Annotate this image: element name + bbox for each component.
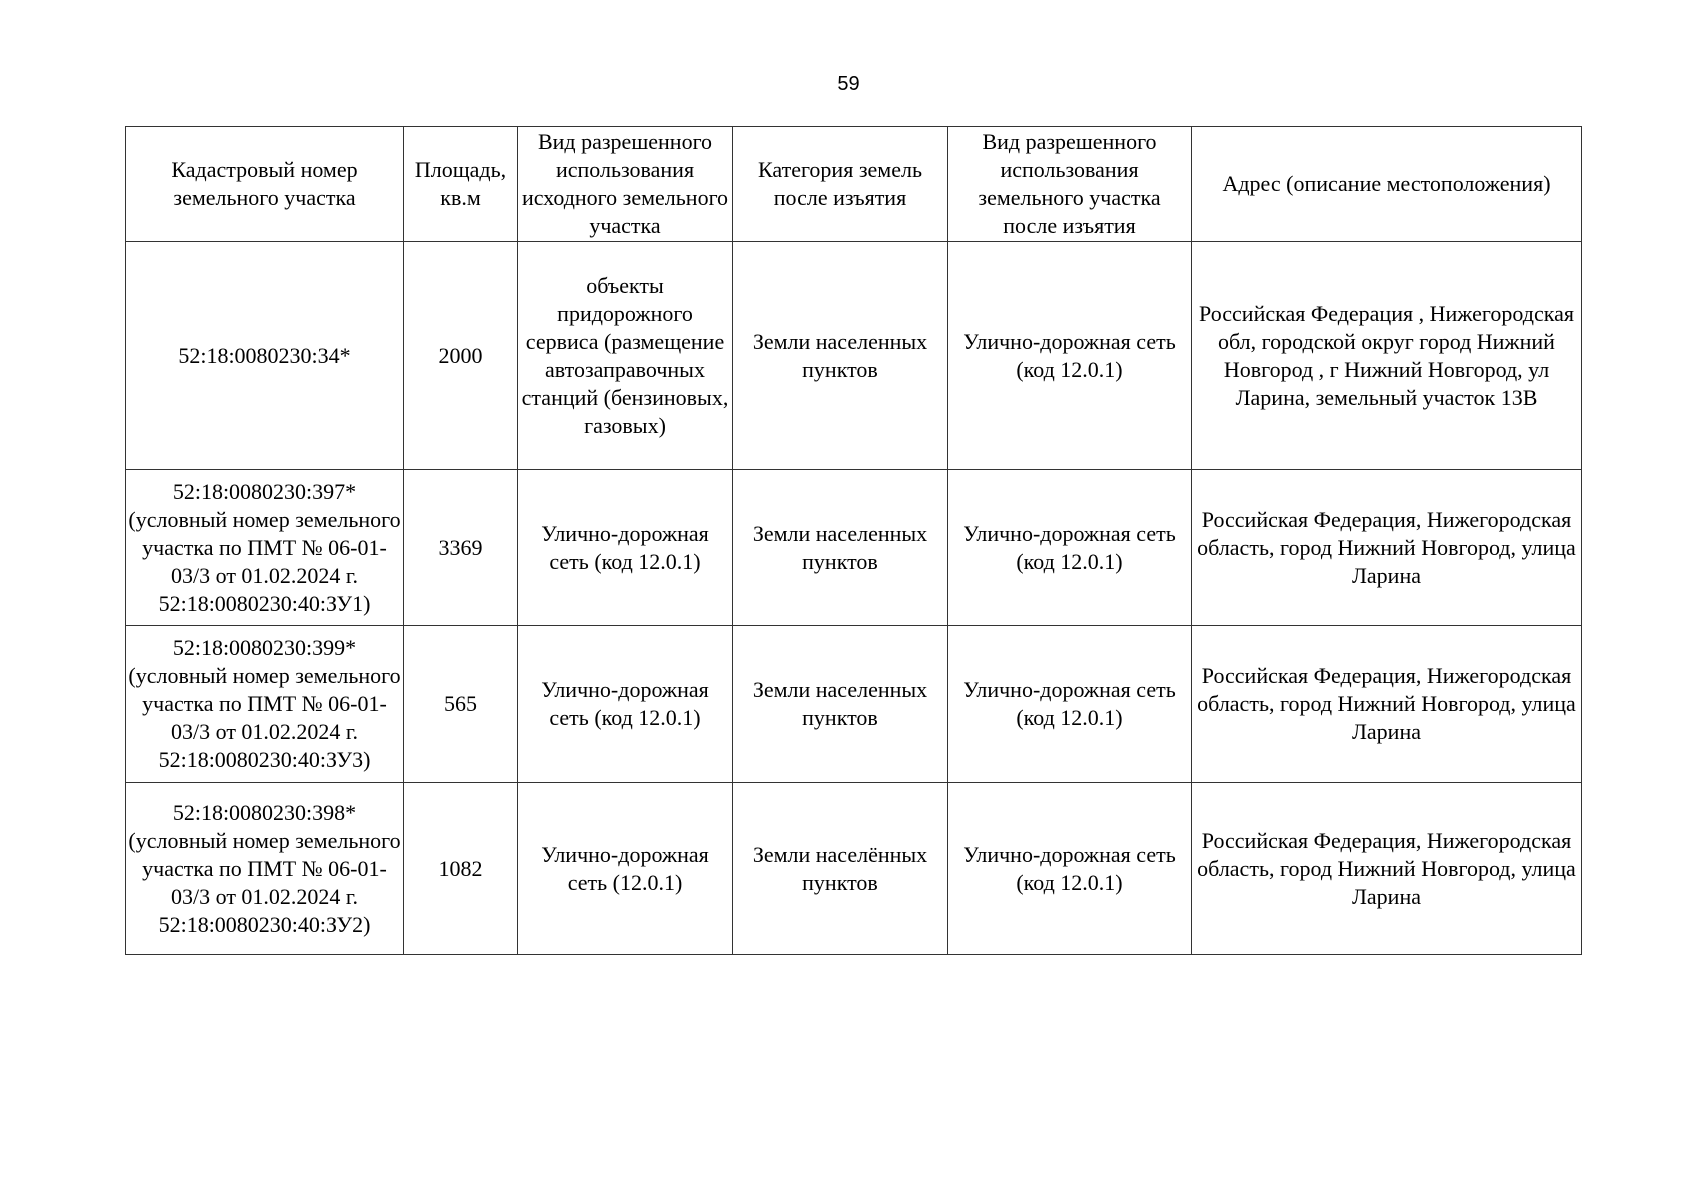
use-after-cell: Улично-дорожная сеть (код 12.0.1) bbox=[948, 242, 1192, 470]
table-row bbox=[126, 626, 1582, 783]
area-cell: 565 bbox=[404, 626, 518, 783]
original-use-cell: Улично-дорожная сеть (12.0.1) bbox=[518, 783, 733, 955]
cadastral-number-cell: 52:18:0080230:398* (условный номер земельного участка по ПМТ № 06-01-03/3 от 01.02.2024 г. 52:18:0080230:40:ЗУ2) bbox=[126, 783, 404, 955]
table-row bbox=[126, 242, 1582, 470]
column-header-use-after: Вид разрешенного использования земельного участка после изъятия bbox=[948, 127, 1192, 242]
land-category-cell: Земли населенных пунктов bbox=[733, 626, 948, 783]
land-category-cell: Земли населенных пунктов bbox=[733, 242, 948, 470]
land-category-cell: Земли населённых пунктов bbox=[733, 783, 948, 955]
land-category-cell: Земли населенных пунктов bbox=[733, 470, 948, 626]
original-use-cell: Улично-дорожная сеть (код 12.0.1) bbox=[518, 470, 733, 626]
column-header-original-use: Вид разрешенного использования исходного земельного участка bbox=[518, 127, 733, 242]
column-header-cadastral-number: Кадастровый номер земельного участка bbox=[126, 127, 404, 242]
original-use-cell: объекты придорожного сервиса (размещение автозаправочных станций (бензиновых, газовых) bbox=[518, 242, 733, 470]
cadastral-number-cell: 52:18:0080230:34* bbox=[126, 242, 404, 470]
page-number: 59 bbox=[837, 73, 860, 95]
table-row bbox=[126, 783, 1582, 955]
address-cell: Российская Федерация, Нижегородская область, город Нижний Новгород, улица Ларина bbox=[1192, 783, 1582, 955]
cadastral-number-cell: 52:18:0080230:397*(условный номер земельного участка по ПМТ № 06-01-03/3 от 01.02.2024 г. 52:18:0080230:40:ЗУ1) bbox=[126, 470, 404, 626]
use-after-cell: Улично-дорожная сеть (код 12.0.1) bbox=[948, 783, 1192, 955]
table-header-row bbox=[126, 127, 1582, 242]
use-after-cell: Улично-дорожная сеть (код 12.0.1) bbox=[948, 626, 1192, 783]
address-cell: Российская Федерация , Нижегородская обл, городской округ город Нижний Новгород , г Нижний Новгород, ул Ларина, земельный участок 13В bbox=[1192, 242, 1582, 470]
column-header-address: Адрес (описание местоположения) bbox=[1192, 127, 1582, 242]
land-plots-table bbox=[125, 126, 1582, 955]
column-header-area: Площадь, кв.м bbox=[404, 127, 518, 242]
cadastral-number-cell: 52:18:0080230:399*(условный номер земельного участка по ПМТ № 06-01-03/3 от 01.02.2024 г. 52:18:0080230:40:ЗУ3) bbox=[126, 626, 404, 783]
original-use-cell: Улично-дорожная сеть (код 12.0.1) bbox=[518, 626, 733, 783]
column-header-land-category: Категория земель после изъятия bbox=[733, 127, 948, 242]
address-cell: Российская Федерация, Нижегородская область, город Нижний Новгород, улица Ларина bbox=[1192, 626, 1582, 783]
table-row bbox=[126, 470, 1582, 626]
area-cell: 3369 bbox=[404, 470, 518, 626]
address-cell: Российская Федерация, Нижегородская область, город Нижний Новгород, улица Ларина bbox=[1192, 470, 1582, 626]
area-cell: 2000 bbox=[404, 242, 518, 470]
area-cell: 1082 bbox=[404, 783, 518, 955]
use-after-cell: Улично-дорожная сеть (код 12.0.1) bbox=[948, 470, 1192, 626]
